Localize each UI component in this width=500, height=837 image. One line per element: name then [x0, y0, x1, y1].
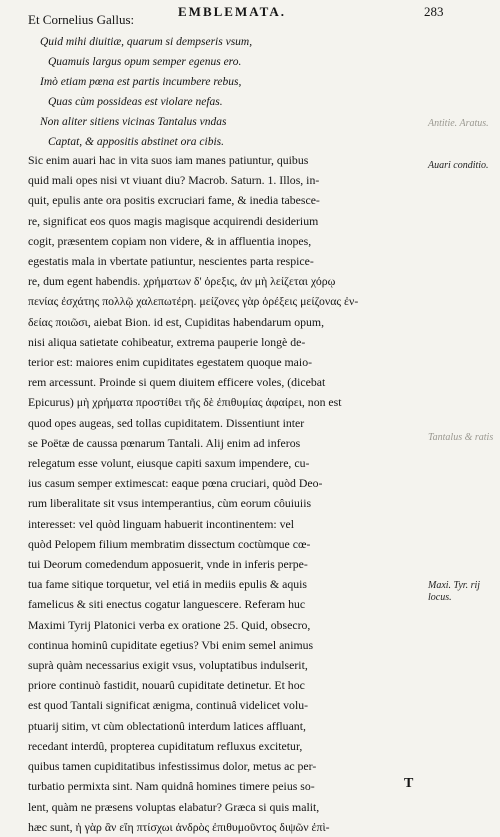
- body-line: ius casum semper extimescat: eaque pœna cruciari, quòd Deo-: [28, 476, 323, 491]
- body-line: Sic enim auari hac in vita suos iam manes patiuntur, quibus: [28, 153, 309, 167]
- verse-line: Quid mihi diuitiæ, quarum si dempseris vsum,: [40, 36, 253, 48]
- page-header: [28, 4, 448, 27]
- body-line: recedant interdû, propterea cupiditatum refluxus excitetur,: [28, 738, 303, 753]
- commentary-text: [28, 150, 423, 837]
- body-line: famelicus & siti enectus cogatur languescere. Referam huc: [28, 597, 306, 612]
- body-line: hæc sunt, ἡ γὰρ ἂν εἴη πτίσχωι ἀνδρὸς ἐπιθυμοῦντος διψῶν ἐπὶ-: [28, 819, 330, 834]
- body-line: πενίας ἐσχάτης πολλῷ χαλεπωτέρη. μείζονες γὰρ ὀρέξεις μείζονας ἐν-: [28, 294, 359, 309]
- body-line: ptuarij sitim, vt cùm oblectationû interdum latices affluant,: [28, 718, 306, 733]
- body-line: quit, epulis ante ora positis excruciari fame, & inedia tabesce-: [28, 193, 320, 208]
- running-head: EMBLEMATA.: [178, 4, 286, 19]
- body-line: quòd Pelopem filium membratim dissectum coctùmque cœ-: [28, 536, 311, 551]
- body-line: re, significat eos quos magis magisque acquirendi desiderium: [28, 213, 319, 228]
- body-line: Epicurus) μὴ χρήματα προστίθει τῆς δὲ ἐπιθυμίας ἀφαίρει, non est: [28, 395, 342, 410]
- body-line: cogit, præsentem copiam non videre, & in affluentia inopes,: [28, 233, 312, 248]
- margin-note-faint-mid: Tantalus & ratis: [428, 432, 494, 443]
- body-line: rum liberalitate sit vsus intemperantius, cùm eorum côuiuiis: [28, 496, 312, 511]
- body-line: Maximi Tyrij Platonici verba ex oratione 25. Quid, obsecro,: [28, 617, 311, 632]
- body-line: re, dum egent habendis. χρήματων δ' ὀρεξις, ἀν μὴ λείζεται χόρῳ: [28, 274, 336, 289]
- body-line: egestatis mala in vbertate patiuntur, nescientes parta respice-: [28, 254, 314, 269]
- body-line: se Poëtæ de caussa pœnarum Tantali. Alij enim ad inferos: [28, 435, 301, 450]
- margin-note-maximus: Maxi. Tyr. rij locus.: [428, 580, 481, 603]
- margin-note-auari: Auari conditio.: [428, 160, 489, 171]
- body-line: suprà quàm necessarius exigit vsus, voluptatibus indulserit,: [28, 658, 308, 673]
- body-line: quibus tamen cupiditatibus infestissimus dolor, metus ac per-: [28, 759, 317, 774]
- margin-note-faint-top: Antitie. Aratus.: [428, 118, 489, 129]
- body-line: tui Deorum comedendum apposuerit, vnde in inferis perpe-: [28, 557, 308, 572]
- verse-line: Quas cùm possideas est violare nefas.: [48, 96, 223, 108]
- body-line: δείας ποιῶσι, aiebat Bion. id est, Cupiditas habendarum opum,: [28, 314, 325, 329]
- verse-line: Non aliter sitiens vicinas Tantalus vndas: [40, 116, 227, 128]
- verse-line: Captat, & appositis abstinet ora cibis.: [48, 136, 225, 148]
- body-line: quod opes augeas, sed tollas cupiditatem. Dissentiunt inter: [28, 415, 305, 430]
- body-line: turbatio permixta sint. Nam quidnâ homines timere peius so-: [28, 779, 315, 794]
- body-line: continua hominû cupiditate egetius? Vbi enim semel animus: [28, 637, 314, 652]
- body-line: quid mali opes nisi vt viuant diu? Macrob. Saturn. 1. Illos, in-: [28, 173, 320, 188]
- body-line: rem arcessunt. Proinde si quem diuitem efficere voles, (dicebat: [28, 375, 326, 390]
- body-line: priore continuò fastidit, nouarû cupiditate detinetur. Et hoc: [28, 678, 305, 693]
- catchword: T: [404, 776, 414, 791]
- body-line: tua fame sitique torquetur, vel etiá in mediis epulis & aquis: [28, 577, 307, 592]
- page-number: 283: [424, 4, 444, 19]
- body-line: nisi aliqua satietate cohibeatur, extrema pauperie longè de-: [28, 334, 306, 349]
- verse-attribution: Et Cornelius Gallus:: [28, 12, 135, 27]
- verse-line: Quamuis largus opum semper egenus ero.: [48, 56, 242, 68]
- body-line: interesset: vel quòd linguam habuerit incontinentem: vel: [28, 516, 295, 531]
- body-line: lent, quàm ne præsens voluptas elabatur? Græca si quis malit,: [28, 799, 320, 814]
- body-line: est quod Tantali significat ænigma, continuâ videlicet volu-: [28, 698, 309, 713]
- body-line: terior est: maiores enim cupiditates egestatem quoque maio-: [28, 355, 313, 370]
- verse-line: Imò etiam pœna est partis incumbere rebus,: [40, 76, 242, 88]
- body-line: relegatum esse volunt, eiusque capiti saxum impendere, cu-: [28, 456, 310, 471]
- verse-block: [40, 32, 420, 152]
